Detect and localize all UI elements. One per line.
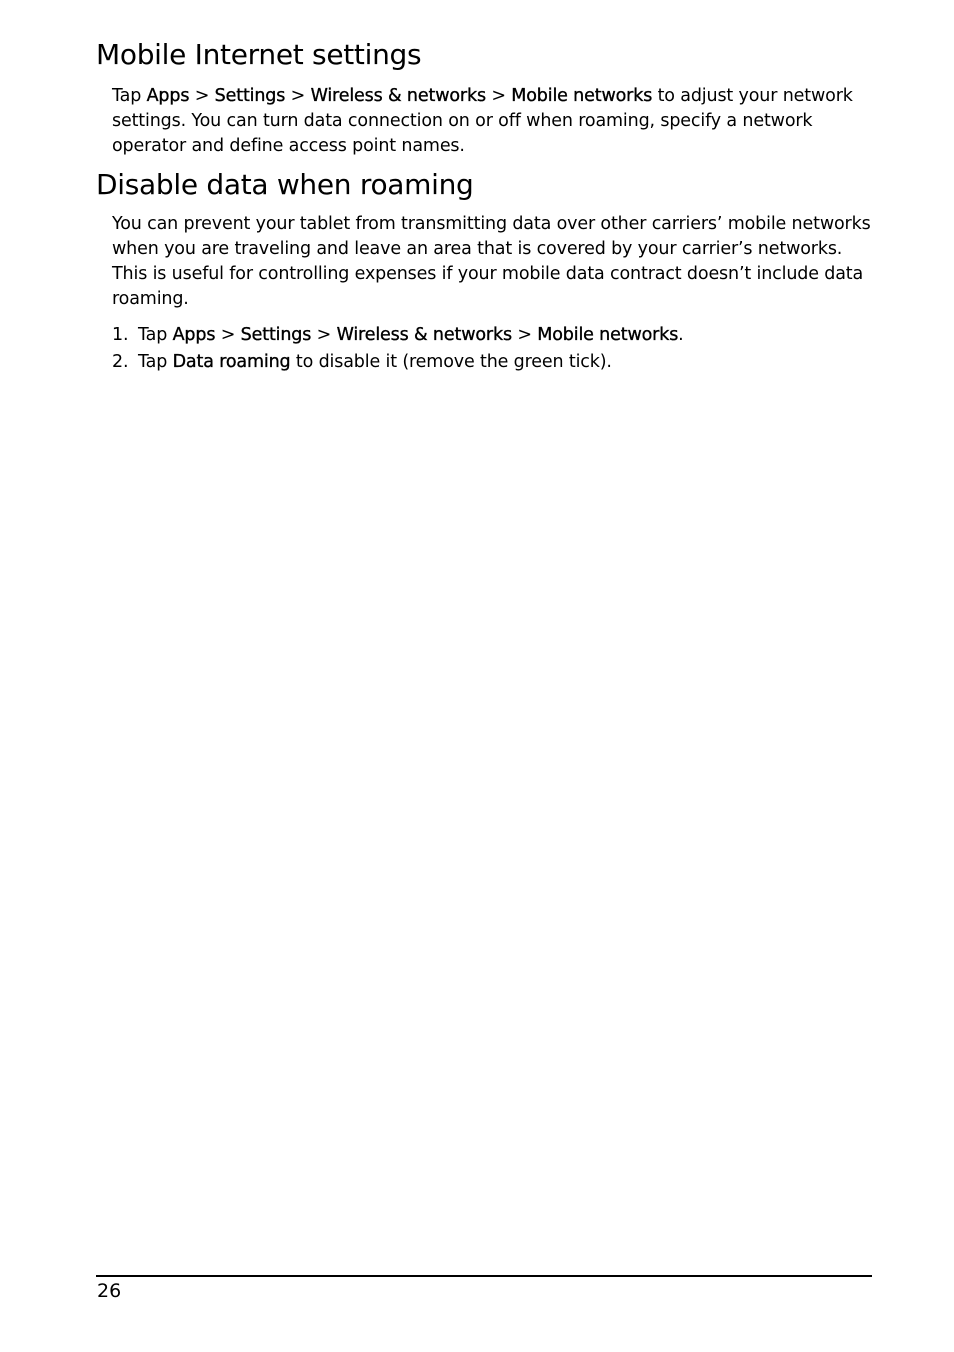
list-item — [112, 322, 874, 349]
text-run: to disable it (remove the green tick). — [290, 352, 612, 372]
data-roaming-paragraph: You can prevent your tablet from transmitting data over other carriers’ mobile networks when you are traveling and leave an area that is covered by your carrier’s networks. This is useful for controlling expenses if your mobile data contract doesn’t include data roaming. — [112, 214, 871, 309]
path-separator: > — [189, 86, 215, 106]
menu-path-wireless-networks: Wireless & networks — [336, 325, 512, 345]
path-separator: > — [311, 325, 337, 345]
text-run: to adjust your network settings. You can turn data connection on or off when roaming, specify a network operator and define access point names. — [112, 86, 853, 156]
path-separator: > — [511, 325, 538, 345]
footer-divider — [96, 1275, 872, 1277]
menu-path-wireless-networks: Wireless & networks — [310, 86, 486, 106]
menu-path-settings: Settings — [214, 86, 286, 106]
menu-path-apps: Apps — [172, 325, 216, 345]
menu-path-mobile-networks: Mobile networks — [511, 86, 653, 106]
path-separator: > — [215, 325, 241, 345]
step-text — [138, 349, 612, 376]
text-run: Tap — [112, 86, 147, 106]
text-run: Tap — [138, 325, 173, 345]
text-run: Tap — [138, 352, 173, 372]
section-title-mobile-internet-settings: Mobile Internet settings — [96, 38, 422, 71]
step-number: 1. — [112, 325, 129, 345]
path-separator: > — [285, 86, 311, 106]
setting-data-roaming: Data roaming — [172, 352, 291, 372]
menu-path-mobile-networks: Mobile networks — [537, 325, 679, 345]
mobile-internet-paragraph — [112, 84, 874, 159]
step-number: 2. — [112, 352, 129, 372]
section-title-disable-data-roaming: Disable data when roaming — [96, 168, 474, 201]
text-run: . — [678, 325, 684, 345]
menu-path-apps: Apps — [146, 86, 190, 106]
step-text — [138, 322, 684, 349]
list-item — [112, 349, 874, 376]
page-number: 26 — [97, 1280, 122, 1302]
steps-list — [112, 322, 874, 376]
path-separator: > — [485, 86, 512, 106]
menu-path-settings: Settings — [240, 325, 312, 345]
